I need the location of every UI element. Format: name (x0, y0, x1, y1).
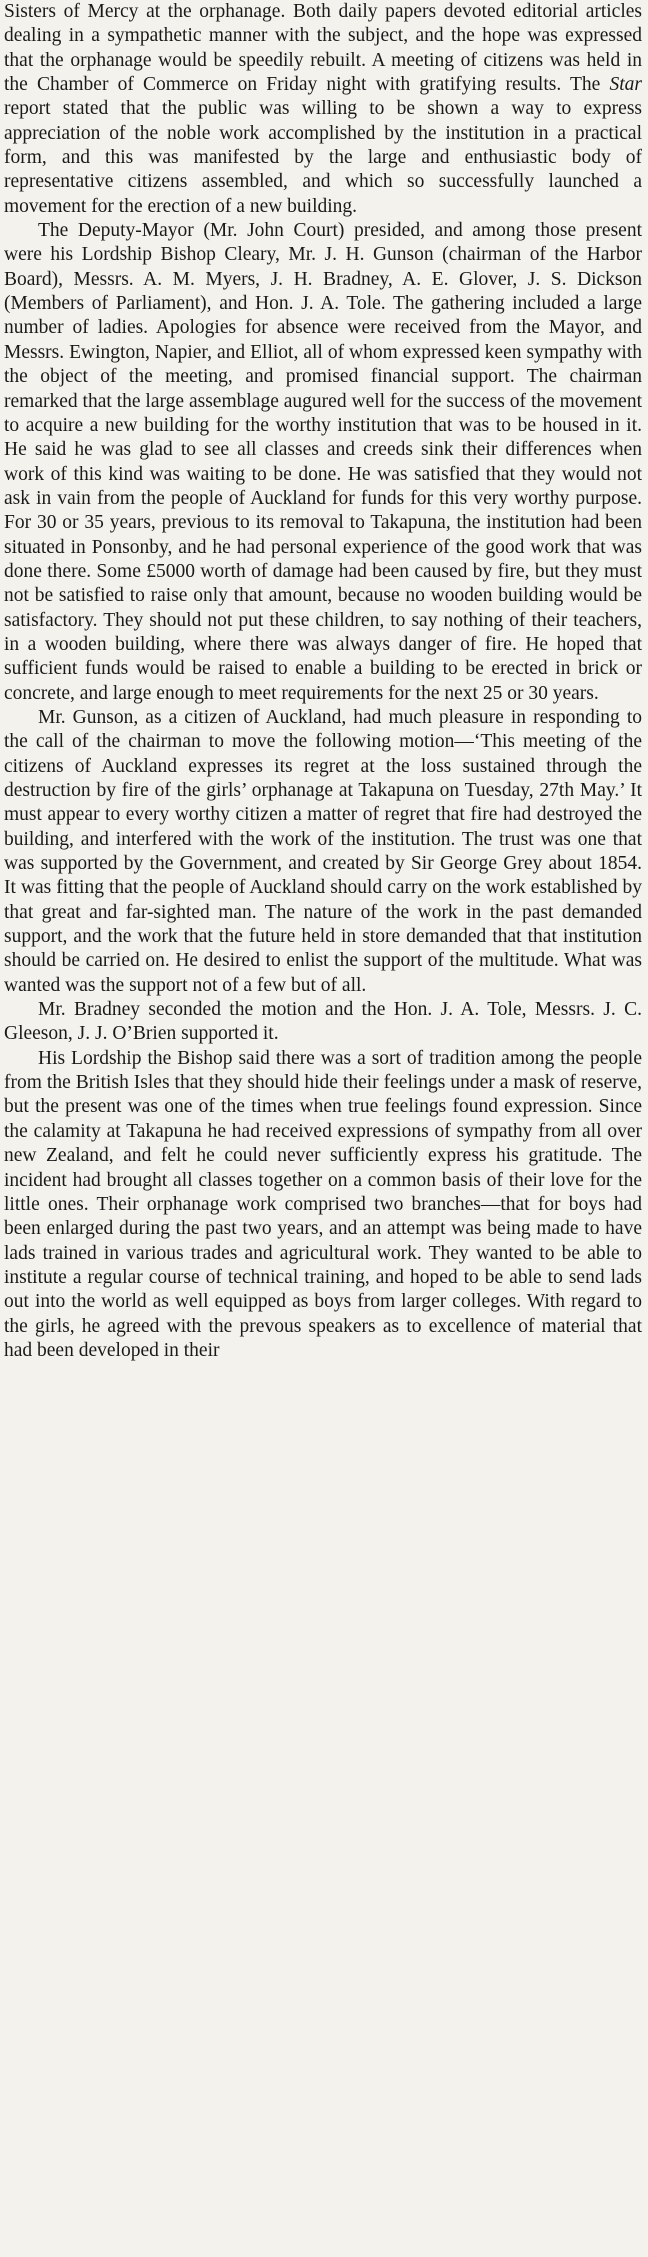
paragraph-3: Mr. Gunson, as a citizen of Auckland, had much pleasure in responding to the call of the chairman to move the following motion—‘This meeting of the citizens of Auckland expresses its regret at the loss sustained through the destruction by fire of the girls’ orphanage at Takapuna on Tuesday, 27th May.’ It must appear to every worthy citizen a matter of regret that fire had destroyed the building, and interfered with the work of the institution. The trust was one that was supported by the Government, and created by Sir George Grey about 1854. It was fitting that the people of Auckland should carry on the work established by that great and far-sighted man. The nature of the work in the past demanded support, and the work that the future held in store demanded that that institution should be carried on. He desired to enlist the support of the multitude. What was wanted was the support not of a few but of all. (4, 706, 642, 996)
paragraph-1-part-1: Sisters of Mercy at the orphanage. Both daily papers devoted editorial articles dealing in a sympathetic manner with the subject, and the hope was expressed that the orphanage would be speedily rebuilt. A meeting of citizens was held in the Chamber of Commerce on Friday night with gratifying results. The (4, 1, 642, 96)
paragraph-1-part-2: report stated that the public was willing to be shown a way to express appreciation of the noble work accomplished by the institution in a practical form, and this was manifested by the large and enthusiastic body of representative citizens assembled, and which so successfully launched a movement for the erection of a new building. (4, 98, 642, 217)
article-column (4, 0, 642, 1363)
paragraph-4: Mr. Bradney seconded the motion and the Hon. J. A. Tole, Messrs. J. C. Gleeson, J. J. O’Brien supported it. (4, 999, 642, 1045)
paragraph-2: The Deputy-Mayor (Mr. John Court) presided, and among those present were his Lordship Bishop Cleary, Mr. J. H. Gunson (chairman of the Harbor Board), Messrs. A. M. Myers, J. H. Bradney, A. E. Glover, J. S. Dickson (Members of Parliament), and Hon. J. A. Tole. The gathering included a large number of ladies. Apologies for absence were received from the Mayor, and Messrs. Ewington, Napier, and Elliot, all of whom expressed keen sympathy with the object of the meeting, and promised financial support. The chairman remarked that the large assemblage augured well for the success of the movement to acquire a new building for the worthy institution that was to be housed in it. He said he was glad to see all classes and creeds sink their differences when work of this kind was waiting to be done. He was satisfied that they would not ask in vain from the people of Auckland for funds for this very worthy purpose. For 30 or 35 years, previous to its removal to Takapuna, the institution had been situated in Ponsonby, and he had personal experience of the good work that was done there. Some £5000 worth of damage had been caused by fire, but they must not be satisfied to raise only that amount, because no wooden building would be satisfactory. They should not put these children, to say nothing of their teachers, in a wooden building, where there was always danger of fire. He hoped that sufficient funds would be raised to enable a building to be erected in brick or concrete, and large enough to meet requirements for the next 25 or 30 years. (4, 220, 642, 704)
paragraph-1 (4, 0, 642, 219)
paragraph-5: His Lordship the Bishop said there was a sort of tradition among the people from the British Isles that they should hide their feelings under a mask of reserve, but the present was one of the times when true feelings found expression. Since the calamity at Takapuna he had received expressions of sympathy from all over new Zealand, and felt he could never sufficiently express his gratitude. The incident had brought all classes together on a common basis of their love for the little ones. Their orphanage work comprised two branches—that for boys had been enlarged during the past two years, and an attempt was being made to have lads trained in various trades and agricultural work. They wanted to be able to institute a regular course of technical training, and hoped to be able to send lads out into the world as well equipped as boys from larger colleges. With regard to the girls, he agreed with the prevous speakers as to excellence of material that had been developed in their (4, 1047, 642, 1361)
newspaper-name: Star (609, 74, 642, 96)
